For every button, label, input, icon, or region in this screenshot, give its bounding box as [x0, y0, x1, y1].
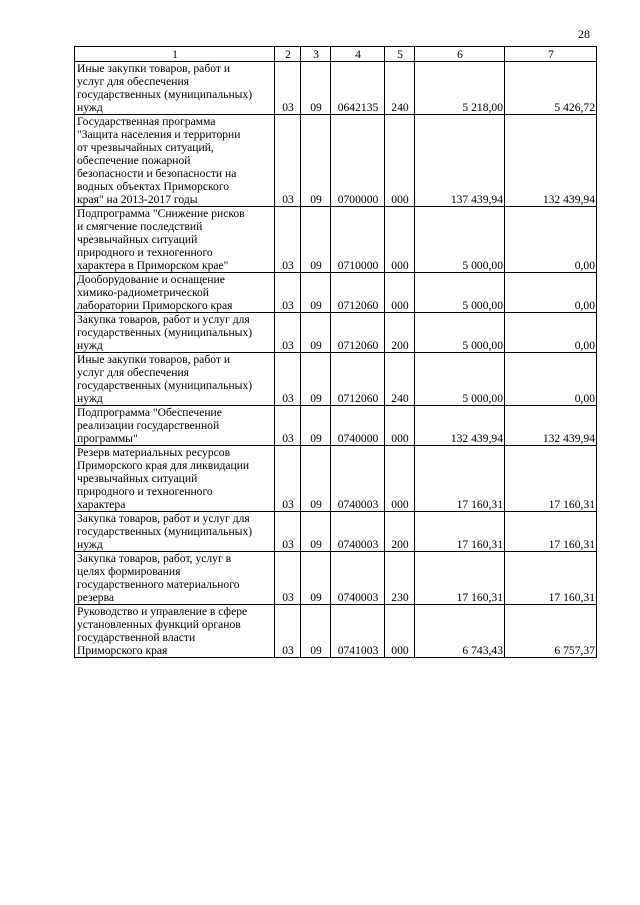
table-row — [75, 62, 597, 115]
row-description: Закупка товаров, работ и услуг для государственных (муниципальных) нужд — [75, 512, 275, 552]
amount-col7: 132 439,94 — [505, 406, 597, 446]
subsection-code: 09 — [301, 446, 331, 512]
amount-col6: 5 000,00 — [415, 273, 505, 313]
row-description: Государственная программа "Защита населения и территории от чрезвычайных ситуаций, обеспечение пожарной безопасности и безопасности на водных объектах Приморского края" на 2013-2017 годы — [75, 115, 275, 207]
table-row — [75, 207, 597, 273]
section-code: 03 — [275, 313, 301, 353]
subsection-code: 09 — [301, 406, 331, 446]
column-header: 1 — [75, 47, 275, 62]
column-header: 6 — [415, 47, 505, 62]
amount-col6: 17 160,31 — [415, 512, 505, 552]
header-row — [75, 47, 597, 62]
target-article-code: 0712060 — [331, 313, 385, 353]
subsection-code: 09 — [301, 353, 331, 406]
section-code: 03 — [275, 115, 301, 207]
amount-col6: 17 160,31 — [415, 552, 505, 605]
amount-col6: 6 743,43 — [415, 605, 505, 658]
column-header: 2 — [275, 47, 301, 62]
table-row — [75, 446, 597, 512]
section-code: 03 — [275, 207, 301, 273]
column-header: 7 — [505, 47, 597, 62]
amount-col7: 6 757,37 — [505, 605, 597, 658]
section-code: 03 — [275, 605, 301, 658]
row-description: Закупка товаров, работ, услуг в целях формирования государственного материального резерва — [75, 552, 275, 605]
amount-col6: 5 000,00 — [415, 313, 505, 353]
amount-col7: 0,00 — [505, 353, 597, 406]
target-article-code: 0740003 — [331, 512, 385, 552]
amount-col6: 5 000,00 — [415, 353, 505, 406]
amount-col6: 5 000,00 — [415, 207, 505, 273]
target-article-code: 0740000 — [331, 406, 385, 446]
amount-col6: 5 218,00 — [415, 62, 505, 115]
target-article-code: 0642135 — [331, 62, 385, 115]
row-description: Иные закупки товаров, работ и услуг для обеспечения государственных (муниципальных) нужд — [75, 353, 275, 406]
table-row — [75, 115, 597, 207]
amount-col7: 0,00 — [505, 207, 597, 273]
expense-type-code: 000 — [385, 446, 415, 512]
subsection-code: 09 — [301, 313, 331, 353]
amount-col7: 17 160,31 — [505, 512, 597, 552]
subsection-code: 09 — [301, 207, 331, 273]
target-article-code: 0710000 — [331, 207, 385, 273]
amount-col7: 5 426,72 — [505, 62, 597, 115]
section-code: 03 — [275, 62, 301, 115]
section-code: 03 — [275, 552, 301, 605]
amount-col7: 0,00 — [505, 273, 597, 313]
target-article-code: 0740003 — [331, 446, 385, 512]
expense-type-code: 000 — [385, 207, 415, 273]
row-description: Закупка товаров, работ и услуг для государственных (муниципальных) нужд — [75, 313, 275, 353]
column-header: 3 — [301, 47, 331, 62]
target-article-code: 0740003 — [331, 552, 385, 605]
expense-type-code: 000 — [385, 605, 415, 658]
row-description: Подпрограмма "Обеспечение реализации государственной программы" — [75, 406, 275, 446]
column-header: 5 — [385, 47, 415, 62]
section-code: 03 — [275, 353, 301, 406]
budget-table — [74, 46, 597, 658]
table-row — [75, 353, 597, 406]
row-description: Иные закупки товаров, работ и услуг для обеспечения государственных (муниципальных) нужд — [75, 62, 275, 115]
table-row — [75, 313, 597, 353]
amount-col7: 17 160,31 — [505, 552, 597, 605]
table-row — [75, 512, 597, 552]
row-description: Резерв материальных ресурсов Приморского края для ликвидации чрезвычайных ситуаций природного и техногенного характера — [75, 446, 275, 512]
table-row — [75, 273, 597, 313]
subsection-code: 09 — [301, 62, 331, 115]
page-number: 28 — [578, 27, 590, 41]
subsection-code: 09 — [301, 605, 331, 658]
column-header: 4 — [331, 47, 385, 62]
amount-col7: 17 160,31 — [505, 446, 597, 512]
subsection-code: 09 — [301, 512, 331, 552]
expense-type-code: 240 — [385, 62, 415, 115]
amount-col6: 17 160,31 — [415, 446, 505, 512]
amount-col6: 132 439,94 — [415, 406, 505, 446]
amount-col7: 0,00 — [505, 313, 597, 353]
section-code: 03 — [275, 446, 301, 512]
section-code: 03 — [275, 406, 301, 446]
expense-type-code: 200 — [385, 313, 415, 353]
subsection-code: 09 — [301, 115, 331, 207]
expense-type-code: 000 — [385, 406, 415, 446]
target-article-code: 0712060 — [331, 353, 385, 406]
expense-type-code: 240 — [385, 353, 415, 406]
section-code: 03 — [275, 273, 301, 313]
table-row — [75, 552, 597, 605]
row-description: Руководство и управление в сфере установленных функций органов государственной власти Приморского края — [75, 605, 275, 658]
expense-type-code: 000 — [385, 273, 415, 313]
expense-type-code: 000 — [385, 115, 415, 207]
subsection-code: 09 — [301, 273, 331, 313]
amount-col6: 137 439,94 — [415, 115, 505, 207]
row-description: Дооборудование и оснащение химико-радиометрической лаборатории Приморского края — [75, 273, 275, 313]
subsection-code: 09 — [301, 552, 331, 605]
target-article-code: 0700000 — [331, 115, 385, 207]
amount-col7: 132 439,94 — [505, 115, 597, 207]
target-article-code: 0741003 — [331, 605, 385, 658]
expense-type-code: 200 — [385, 512, 415, 552]
table-row — [75, 406, 597, 446]
expense-type-code: 230 — [385, 552, 415, 605]
table-row — [75, 605, 597, 658]
section-code: 03 — [275, 512, 301, 552]
target-article-code: 0712060 — [331, 273, 385, 313]
row-description: Подпрограмма "Снижение рисков и смягчение последствий чрезвычайных ситуаций природного и техногенного характера в Приморском крае" — [75, 207, 275, 273]
